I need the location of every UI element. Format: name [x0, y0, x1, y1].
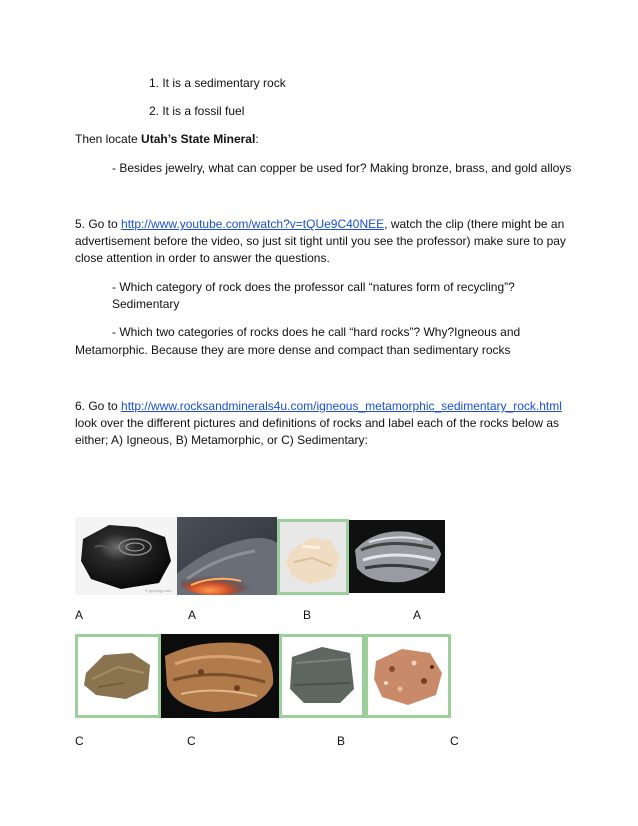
q5-line1: [75, 216, 564, 232]
q6-line2: look over the different pictures and definitions of rocks and label each of the rocks below as: [75, 416, 560, 430]
row1-label-4: A: [413, 608, 422, 622]
mineral-suffix: :: [255, 132, 259, 146]
row1-label-3: B: [303, 608, 312, 622]
copper-question: - Besides jewelry, what can copper be used for? Making bronze, brass, and gold alloys: [112, 161, 572, 175]
mineral-heading: [75, 131, 259, 147]
photo-credit: © geology.com: [145, 588, 172, 593]
row1-label-2: A: [188, 608, 197, 622]
row1-label-1: A: [75, 608, 84, 622]
q5-prefix: 5. Go to: [75, 217, 122, 231]
q6-line1: [75, 398, 562, 414]
rock-image-shale: [75, 634, 161, 718]
q5-rest: , watch the clip (there might be an: [384, 217, 565, 231]
rock-image-gneiss: [349, 520, 445, 593]
rocks-minerals-link[interactable]: http://www.rocksandminerals4u.com/igneous_metamorphic_sedimentary_rock.html: [121, 399, 562, 413]
q5-sub1-line1: - Which category of rock does the professor call “natures form of recycling”?: [112, 280, 515, 294]
q5-line2: advertisement before the video, so just sit tight until you see the professor) make sure to pay: [75, 234, 566, 248]
rock-image-slate: [279, 634, 365, 718]
youtube-link[interactable]: http://www.youtube.com/watch?v=tQUe9C40NEE: [121, 217, 385, 231]
rock-image-marble: [277, 519, 349, 595]
mineral-bold: Utah’s State Mineral: [141, 132, 256, 146]
q5-sub2-line2: Metamorphic. Because they are more dense and compact than sedimentary rocks: [75, 343, 511, 357]
rock-image-conglomerate: [365, 634, 451, 718]
list-item-fossil-fuel: 2. It is a fossil fuel: [149, 104, 245, 118]
rock-image-obsidian: [75, 517, 177, 595]
row2-label-3: B: [337, 734, 346, 748]
q5-sub1-answer: Sedimentary: [112, 297, 180, 311]
q6-prefix: 6. Go to: [75, 399, 122, 413]
list-item-sedimentary: 1. It is a sedimentary rock: [149, 76, 286, 90]
q5-line3: close attention in order to answer the questions.: [75, 251, 330, 265]
q6-line3: either; A) Igneous, B) Metamorphic, or C) Sedimentary:: [75, 433, 368, 447]
row2-label-1: C: [75, 734, 84, 748]
row2-label-2: C: [187, 734, 196, 748]
row2-label-4: C: [450, 734, 459, 748]
rock-image-lava: [177, 517, 277, 595]
mineral-prefix: Then locate: [75, 132, 142, 146]
rock-image-fossil-limestone: [161, 634, 279, 718]
q5-sub2-line1: - Which two categories of rocks does he call “hard rocks”? Why?Igneous and: [112, 325, 521, 339]
